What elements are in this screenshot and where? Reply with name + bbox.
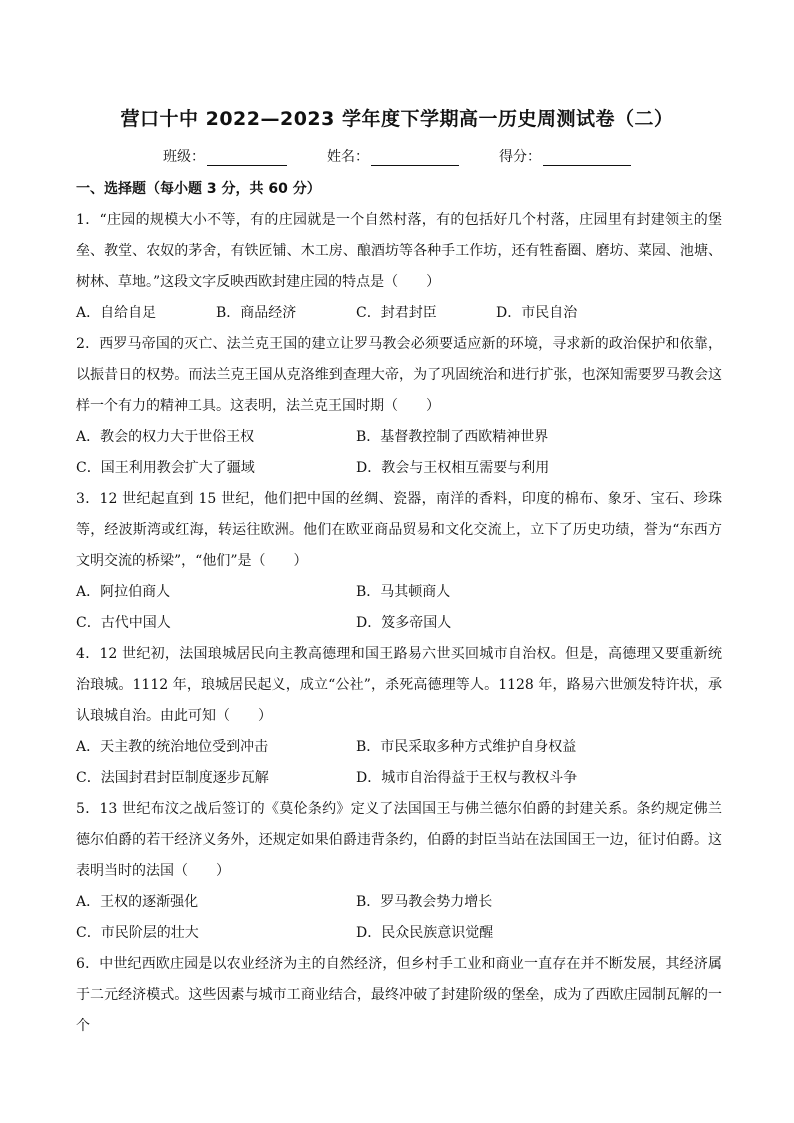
option-a: A．王权的逐渐强化	[76, 894, 199, 910]
question-6	[76, 949, 722, 1042]
option-d: D．笈多帝国人	[356, 615, 452, 631]
question-stem: 4．12 世纪初，法国琅城居民向主教高德理和国王路易六世买回城市自治权。但是，高德理又要重新统治琅城。1112 年，琅城居民起义，成立“公社”，杀死高德理等人。1128 年，路易六世颁发特许状，承认琅城自治。由此可知（ ）	[76, 646, 722, 724]
option-c: C．封君封臣	[356, 305, 437, 321]
answer-options	[76, 887, 722, 949]
question-stem: 2．西罗马帝国的灭亡、法兰克王国的建立让罗马教会必须要适应新的环境，寻求新的政治保护和依靠，以振昔日的权势。而法兰克王国从克洛维到查理大帝，为了巩固统治和进行扩张，也深知需要罗马教会这样一个有力的精神工具。这表明，法兰克王国时期（ ）	[76, 336, 722, 414]
name-label: 姓名：	[327, 149, 369, 165]
class-label: 班级：	[163, 149, 205, 165]
question-stem: 6．中世纪西欧庄园是以农业经济为主的自然经济，但乡村手工业和商业一直存在并不断发展，其经济属于二元经济模式。这些因素与城市工商业结合，最终冲破了封建阶级的堡垒，成为了西欧庄园制瓦解的一个	[76, 956, 722, 1034]
answer-options	[76, 577, 722, 639]
option-c: C．国王利用教会扩大了疆域	[76, 460, 255, 476]
answer-options	[76, 422, 722, 484]
answer-options	[76, 732, 722, 794]
student-info-row	[0, 146, 794, 166]
score-label: 得分：	[499, 149, 541, 165]
option-b: B．基督教控制了西欧精神世界	[356, 429, 549, 445]
option-a: A．自给自足	[76, 305, 157, 321]
score-field	[499, 146, 631, 166]
questions	[76, 205, 722, 1042]
section-heading: 一、选择题（每小题 3 分，共 60 分）	[76, 181, 321, 197]
option-b: B．市民采取多种方式维护自身权益	[356, 739, 577, 755]
question-4	[76, 639, 722, 794]
option-c: C．古代中国人	[76, 615, 171, 631]
answer-options	[76, 298, 722, 329]
option-a: A．教会的权力大于世俗王权	[76, 429, 255, 445]
option-a: A．天主教的统治地位受到冲击	[76, 739, 269, 755]
option-c: C．市民阶层的壮大	[76, 925, 199, 941]
option-b: B．商品经济	[216, 305, 297, 321]
option-b: B．罗马教会势力增长	[356, 894, 493, 910]
option-d: D．城市自治得益于王权与教权斗争	[356, 770, 578, 786]
option-b: B．马其顿商人	[356, 584, 451, 600]
question-3	[76, 484, 722, 639]
question-stem: 1．“庄园的规模大小不等，有的庄园就是一个自然村落，有的包括好几个村落，庄园里有封建领主的堡垒、教堂、农奴的茅舍，有铁匠铺、木工房、酿酒坊等各种手工作坊，还有牲畜圈、磨坊、菜园、池塘、树林、草地。”这段文字反映西欧封建庄园的特点是（ ）	[76, 212, 722, 290]
option-a: A．阿拉伯商人	[76, 584, 171, 600]
question-stem: 5．13 世纪布汶之战后签订的《莫伦条约》定义了法国国王与佛兰德尔伯爵的封建关系。条约规定佛兰德尔伯爵的若干经济义务外，还规定如果伯爵违背条约，伯爵的封臣当站在法国国王一边，征讨伯爵。这表明当时的法国（ ）	[76, 801, 722, 879]
option-d: D．市民自治	[496, 305, 578, 321]
question-stem: 3．12 世纪起直到 15 世纪，他们把中国的丝绸、瓷器，南洋的香料，印度的棉布、象牙、宝石、珍珠等，经波斯湾或红海，转运往欧洲。他们在欧亚商品贸易和文化交流上，立下了历史功绩，誉为“东西方文明交流的桥梁”，“他们”是（ ）	[76, 491, 722, 569]
option-d: D．民众民族意识觉醒	[356, 925, 494, 941]
class-field	[163, 146, 287, 166]
score-blank	[543, 151, 631, 166]
option-c: C．法国封君封臣制度逐步瓦解	[76, 770, 269, 786]
name-blank	[371, 151, 459, 166]
option-d: D．教会与王权相互需要与利用	[356, 460, 550, 476]
question-5	[76, 794, 722, 949]
question-2	[76, 329, 722, 484]
page-title: 营口十中 2022—2023 学年度下学期高一历史周测试卷（二）	[120, 108, 674, 130]
class-blank	[207, 151, 287, 166]
question-1	[76, 205, 722, 329]
name-field	[327, 146, 459, 166]
